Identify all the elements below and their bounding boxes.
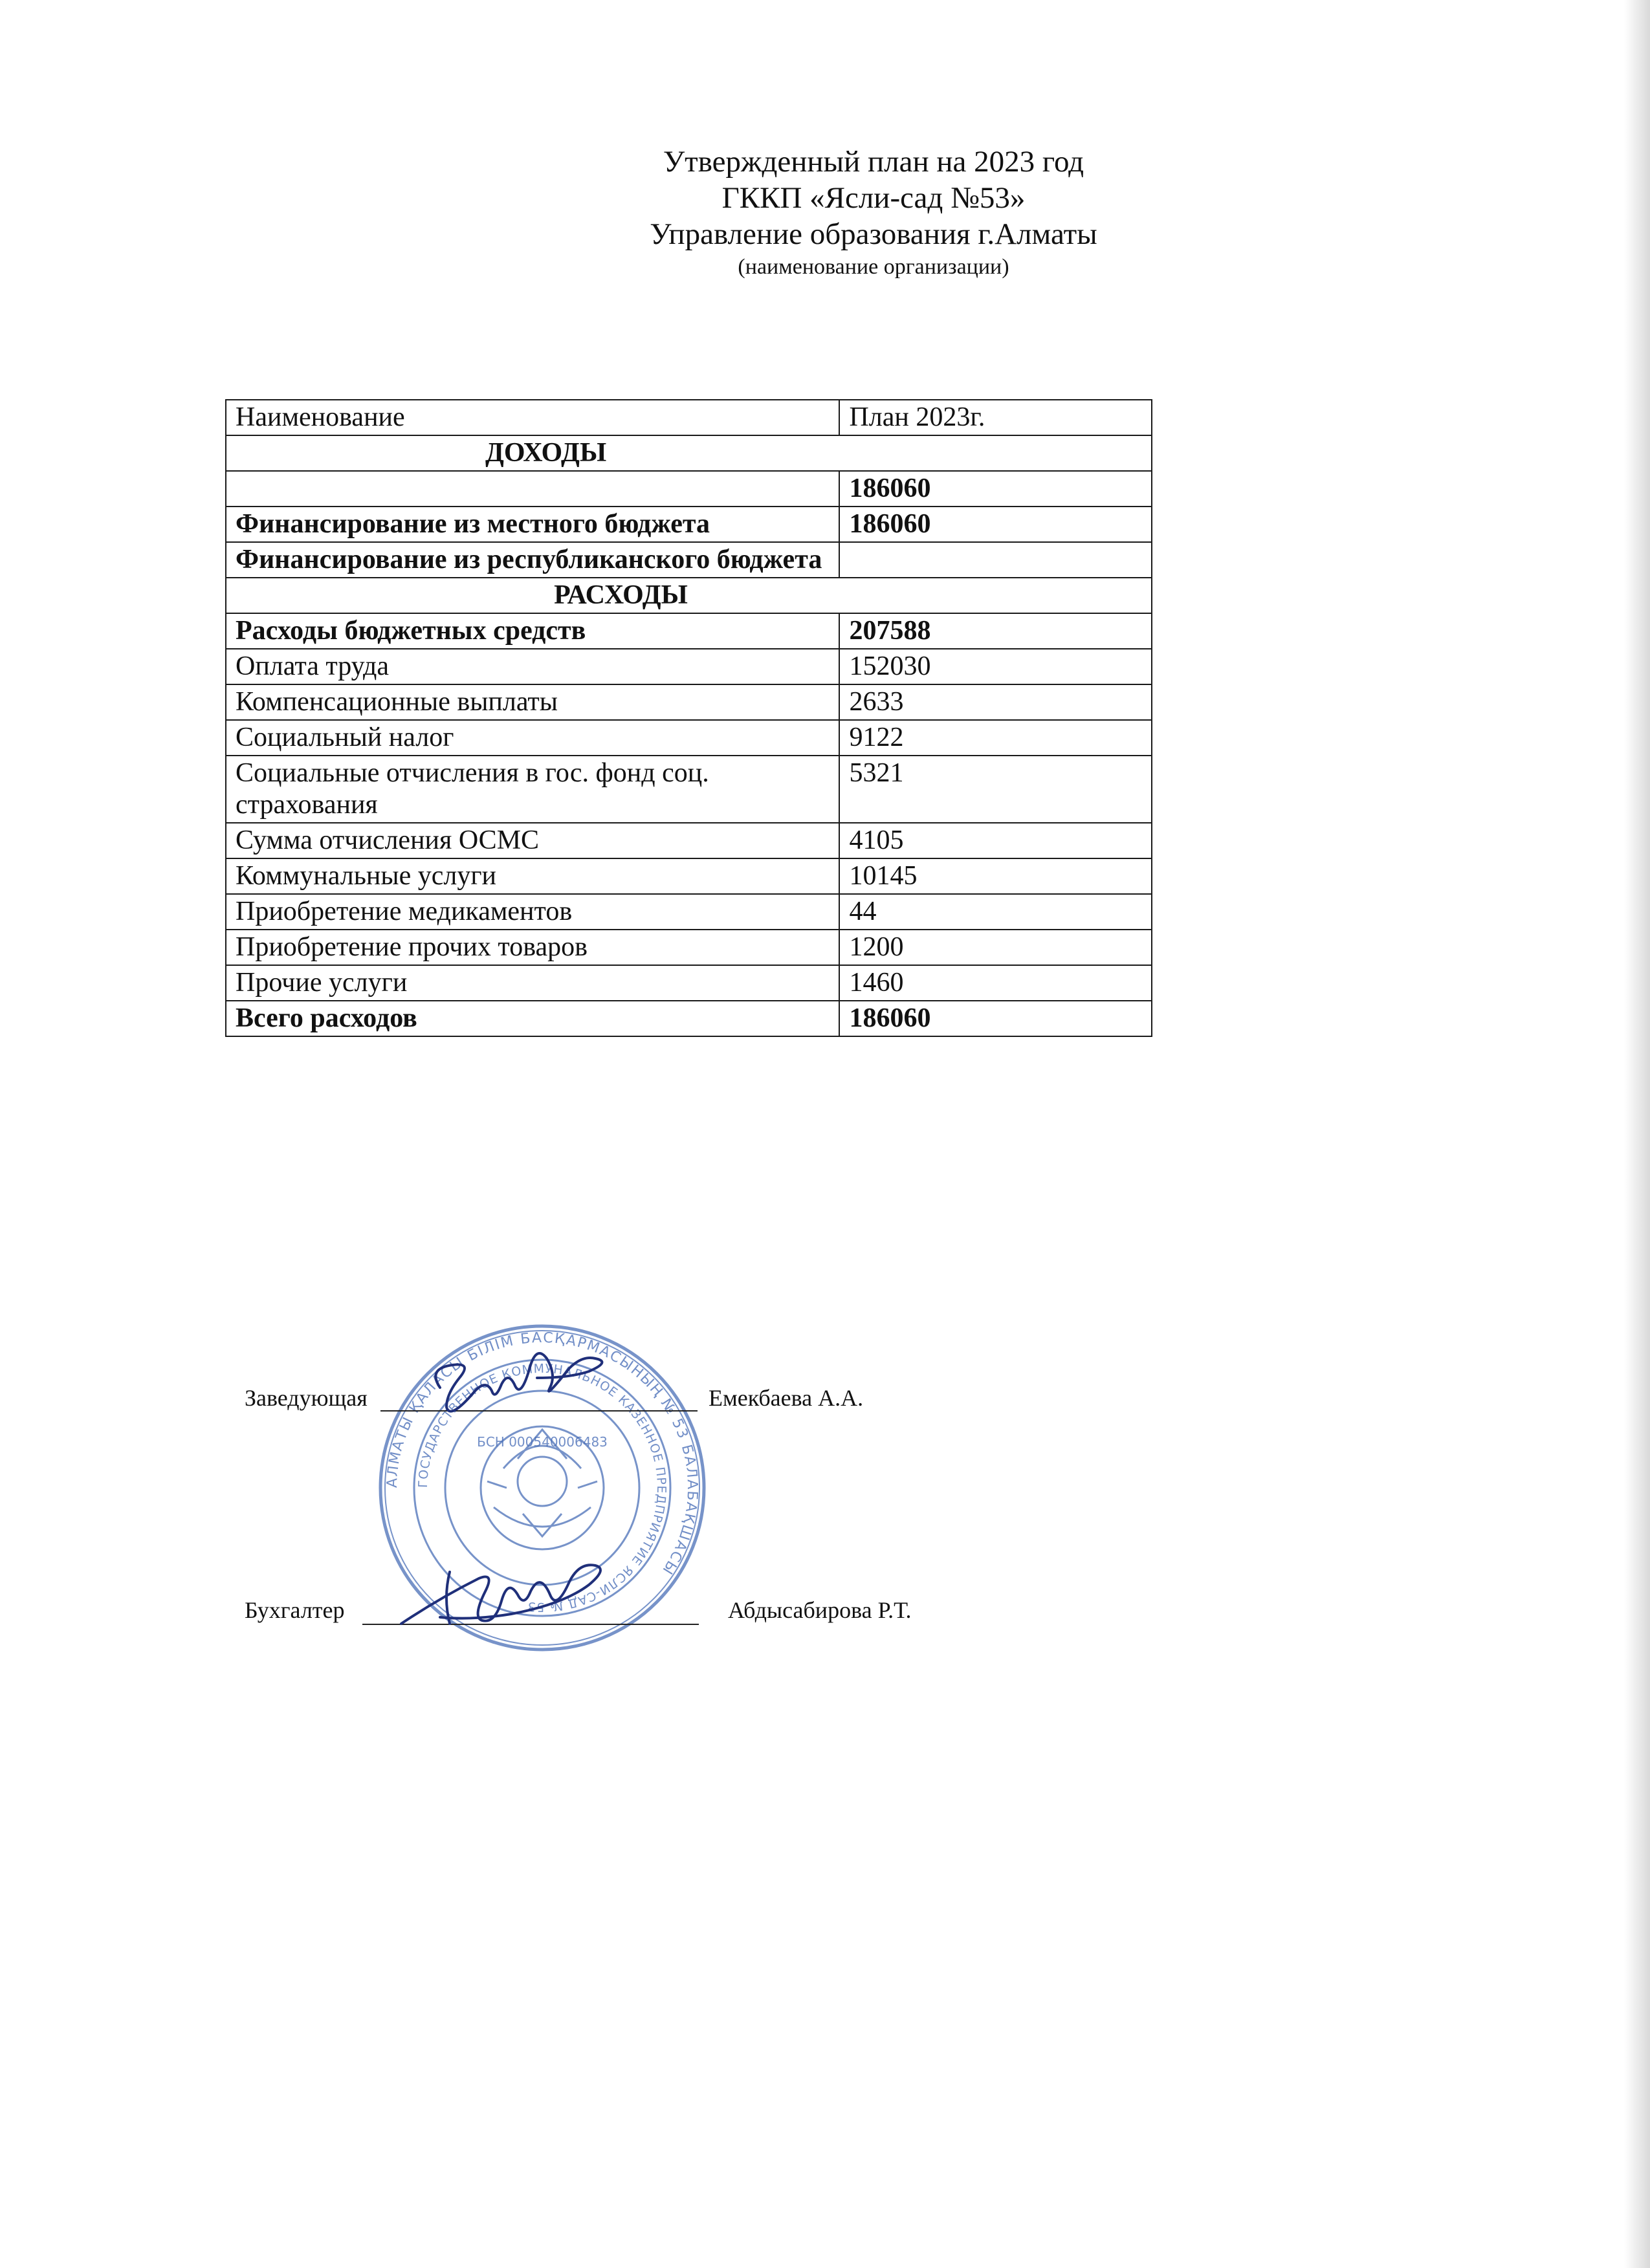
row-value: 4105 [839, 823, 1152, 858]
row-label: Прочие услуги [226, 965, 839, 1001]
stamp-outer-text: АЛМАТЫ ҚАЛАСЫ БІЛІМ БАСҚАРМАСЫНЫҢ № 53 БАЛАБАҚШАСЫ [384, 1329, 701, 1578]
table-row [226, 649, 1152, 684]
row-value: 44 [839, 894, 1152, 930]
organization-caption: (наименование организации) [738, 255, 1009, 279]
row-value: 10145 [839, 858, 1152, 894]
table-row [226, 965, 1152, 1001]
expense-section-row [226, 578, 1152, 613]
total-label: Всего расходов [226, 1001, 839, 1036]
row-label: Социальный налог [226, 720, 839, 756]
head-name: Емекбаева А.А. [709, 1385, 864, 1411]
table-row [226, 613, 1152, 649]
table-row [226, 720, 1152, 756]
table-row [226, 542, 1152, 578]
row-label: Коммунальные услуги [226, 858, 839, 894]
stamp-inner-text: ГОСУДАРСТВЕННОЕ КОММУНАЛЬНОЕ КАЗЕННОЕ ПРЕДПРИЯТИЕ ЯСЛИ-САД № 53 [415, 1361, 669, 1615]
table-row [226, 930, 1152, 965]
row-label: Расходы бюджетных средств [226, 613, 839, 649]
organization-name: ГККП «Ясли-сад №53» [721, 181, 1026, 215]
row-label: Оплата труда [226, 649, 839, 684]
table-header-row [226, 400, 1152, 435]
document-header [453, 144, 1294, 282]
row-value: 186060 [839, 507, 1152, 542]
table-row [226, 894, 1152, 930]
row-label: Сумма отчисления ОСМС [226, 823, 839, 858]
budget-plan-table [225, 399, 1152, 1037]
row-value [839, 542, 1152, 578]
income-total-value: 186060 [839, 471, 1152, 507]
table-row [226, 823, 1152, 858]
row-label: Приобретение прочих товаров [226, 930, 839, 965]
document-title: Утвержденный план на 2023 год [663, 145, 1084, 179]
row-label: Социальные отчисления в гос. фонд соц. страхования [226, 756, 839, 823]
row-value: 1460 [839, 965, 1152, 1001]
row-label: Приобретение медикаментов [226, 894, 839, 930]
table-row [226, 684, 1152, 720]
income-section-title: ДОХОДЫ [485, 438, 607, 468]
row-value: 152030 [839, 649, 1152, 684]
stamp-bin: БСН 000540006483 [477, 1434, 608, 1450]
accountant-signature [388, 1553, 647, 1650]
row-value: 207588 [839, 613, 1152, 649]
income-total-row [226, 471, 1152, 507]
column-header-name: Наименование [226, 400, 839, 435]
total-value: 186060 [839, 1001, 1152, 1036]
accountant-title: Бухгалтер [245, 1597, 345, 1623]
total-row [226, 1001, 1152, 1036]
head-title: Заведующая [245, 1385, 368, 1411]
column-header-plan: План 2023г. [839, 400, 1152, 435]
row-label: Финансирование из республиканского бюджета [226, 542, 839, 578]
row-value: 5321 [839, 756, 1152, 823]
page-edge-shadow [1624, 0, 1650, 2268]
accountant-name: Абдысабирова Р.Т. [728, 1597, 912, 1623]
income-section-row [226, 435, 1152, 471]
table-row [226, 756, 1152, 823]
head-signature [421, 1349, 654, 1426]
row-value: 1200 [839, 930, 1152, 965]
row-label: Компенсационные выплаты [226, 684, 839, 720]
table-row [226, 507, 1152, 542]
row-value: 2633 [839, 684, 1152, 720]
table-row [226, 858, 1152, 894]
expense-section-title: РАСХОДЫ [554, 580, 688, 610]
department-name: Управление образования г.Алматы [650, 217, 1097, 251]
row-label: Финансирование из местного бюджета [226, 507, 839, 542]
row-value: 9122 [839, 720, 1152, 756]
